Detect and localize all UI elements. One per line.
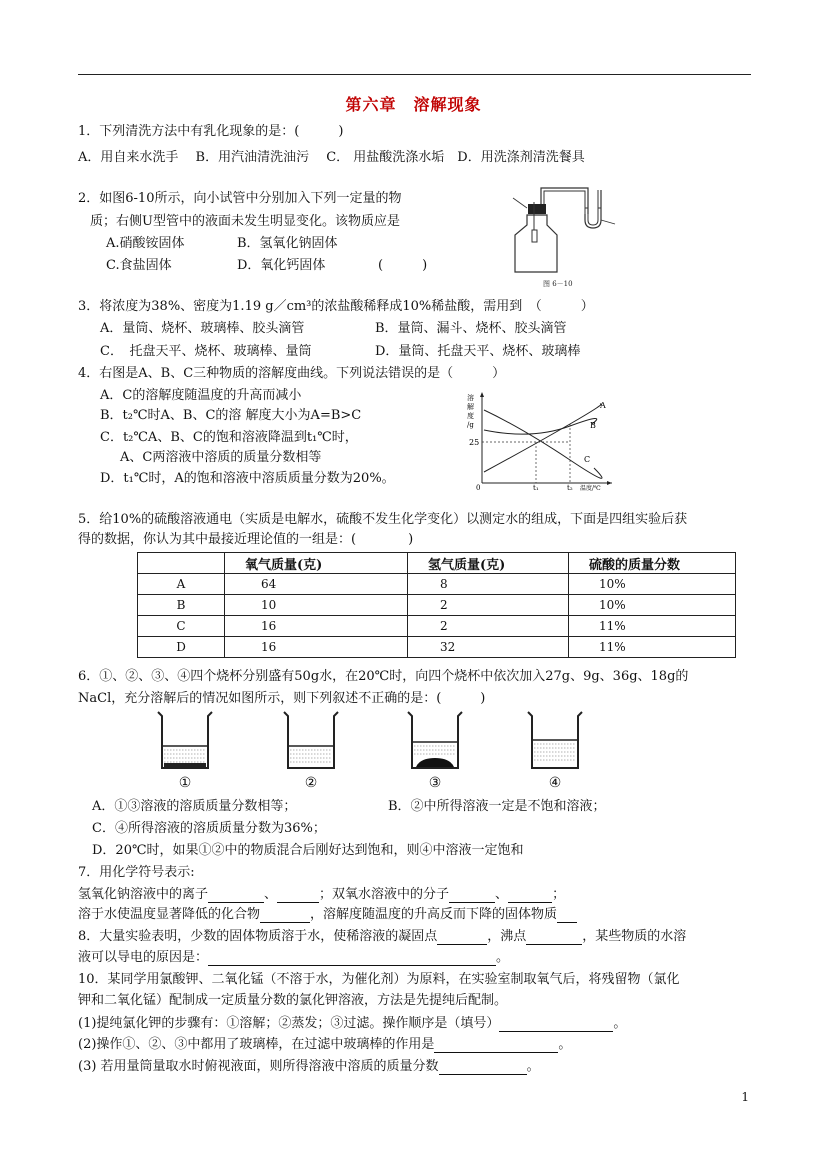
q8-line2-end: 。 xyxy=(496,950,510,965)
q7-line1-text-a: 氢氧化钠溶液中的离子 xyxy=(78,887,209,902)
q6-option-d: D．20℃时，如果①②中的物质混合后刚好达到饱和，则④中溶液一定饱和 xyxy=(92,843,524,858)
q4-option-c: C．t₂℃A、B、C的饱和溶液降温到t₁℃时， xyxy=(100,430,358,445)
q4-option-c-continued: A、C两溶液中溶质的质量分数相等 xyxy=(120,450,322,465)
chapter-title: 第六章 溶解现象 xyxy=(345,95,482,114)
origin-label: 0 xyxy=(476,484,481,492)
q7-line1-sep2: 、 xyxy=(495,887,509,902)
figure-6-10-caption: 图 6－10 xyxy=(543,280,573,288)
q6-option-a: A．①③溶液的溶质质量分数相等； xyxy=(92,799,297,814)
table-cell: 10% xyxy=(569,595,736,616)
table-cell: 10 xyxy=(225,595,408,616)
q2-line2: 质；右侧U型管中的液面未发生明显变化。该物质应是 xyxy=(90,214,400,229)
q7-line1-sep: 、 xyxy=(264,887,278,902)
q7-line2-text-a: 溶于水使温度显著降低的化合物 xyxy=(78,907,261,922)
page-number: 1 xyxy=(741,1090,749,1104)
beaker-label-1: ① xyxy=(178,775,192,791)
beaker-3 xyxy=(408,712,462,768)
q6-option-b: B．②中所得溶液一定是不饱和溶液； xyxy=(388,799,606,814)
answer-blank[interactable] xyxy=(208,952,496,966)
y-label-1: 溶 xyxy=(467,394,474,402)
q10-part1-end: 。 xyxy=(613,1016,627,1031)
beaker-figure xyxy=(150,706,590,776)
beaker-2 xyxy=(284,712,338,768)
answer-blank[interactable] xyxy=(526,931,582,945)
q5-line2: 得的数据，你认为其中最接近理论值的一组是：( ) xyxy=(78,532,414,547)
table-cell: 11% xyxy=(569,637,736,658)
q10-part3 xyxy=(78,1058,540,1075)
q4-option-d: D．t₁℃时，A的饱和溶液中溶质质量分数为20%。 xyxy=(100,471,395,486)
q6-line2: NaCl，充分溶解后的情况如图所示，则下列叙述不正确的是：( ) xyxy=(78,691,486,706)
q6-option-c: C．④所得溶液的溶质质量分数为36%； xyxy=(92,821,326,836)
answer-blank[interactable] xyxy=(508,889,552,903)
figure-6-10-apparatus xyxy=(505,180,630,290)
table-header-cell: 氢气质量(克) xyxy=(408,553,569,574)
table-row xyxy=(138,616,736,637)
answer-blank[interactable] xyxy=(208,889,264,903)
q4-option-b: B．t₂℃时A、B、C的溶 解度大小为A=B>C xyxy=(100,408,362,423)
table-cell: 64 xyxy=(225,574,408,595)
table-cell: A xyxy=(138,574,225,595)
q10-part3-end: 。 xyxy=(526,1059,540,1074)
table-cell: 32 xyxy=(408,637,569,658)
q2-option-b: B．氢氧化钠固体 xyxy=(237,236,338,251)
q10-line2: 钾和二氧化锰）配制成一定质量分数的氯化钾溶液，方法是先提纯后配制。 xyxy=(78,993,508,1008)
q10-part2-end: 。 xyxy=(558,1037,572,1052)
answer-blank[interactable] xyxy=(260,909,310,923)
q5-data-table xyxy=(137,552,736,658)
q8-line1-text-c: ，某些物质的水溶 xyxy=(582,929,687,944)
q2-option-a: A.硝酸铵固体 xyxy=(106,236,185,251)
q3-stem: 3．将浓度为38%、密度为1.19 g／cm³的浓盐酸稀释成10%稀盐酸，需用到 （ ） xyxy=(78,299,594,314)
q8-line1-text-a: 8．大量实验表明，少数的固体物质溶于水，使稀溶液的凝固点 xyxy=(78,929,438,944)
answer-blank[interactable] xyxy=(434,1039,558,1053)
solubility-curve-graph xyxy=(462,388,617,493)
answer-blank[interactable] xyxy=(557,909,577,923)
y-tick-25: 25 xyxy=(469,438,480,447)
curve-c xyxy=(484,410,602,478)
table-cell: B xyxy=(138,595,225,616)
beaker-label-3: ③ xyxy=(428,775,442,791)
curve-label-b: B xyxy=(590,421,596,430)
q1-options: A．用自来水洗手 B．用汽油清洗油污 C． 用盐酸洗涤水垢 D．用洗涤剂清洗餐具 xyxy=(78,150,585,165)
curve-label-a: A xyxy=(600,401,606,410)
q6-line1: 6．①、②、③、④四个烧杯分别盛有50g水，在20℃时，向四个烧杯中依次加入27g、9g、36g、18g的 xyxy=(78,669,689,684)
q8-line2 xyxy=(78,949,509,966)
q2-option-d: D．氧化钙固体 xyxy=(237,258,326,273)
y-label-3: 度 xyxy=(467,412,474,420)
q2-line1: 2．如图6-10所示，向小试管中分别加入下列一定量的物 xyxy=(78,191,402,206)
table-cell: C xyxy=(138,616,225,637)
answer-blank[interactable] xyxy=(499,1018,613,1032)
table-row xyxy=(138,595,736,616)
q7-line2-text-b: ，溶解度随温度的升高反而下降的固体物质 xyxy=(310,907,558,922)
table-cell: 16 xyxy=(225,637,408,658)
table-cell: 2 xyxy=(408,595,569,616)
table-header-cell: 硫酸的质量分数 xyxy=(569,553,736,574)
q8-line1 xyxy=(78,928,686,945)
q7-line1 xyxy=(78,886,565,903)
q8-line2-text-a: 液可以导电的原因是： xyxy=(78,950,209,965)
q8-line1-text-b: ，沸点 xyxy=(487,929,527,944)
table-cell: 11% xyxy=(569,616,736,637)
q7-line1-text-c: ；双氧水溶液中的分子 xyxy=(319,887,450,902)
table-row xyxy=(138,637,736,658)
y-label-2: 解 xyxy=(467,403,474,411)
q10-part2 xyxy=(78,1036,571,1053)
beaker-label-4: ④ xyxy=(548,775,562,791)
q7-line2 xyxy=(78,906,577,923)
curve-label-c: C xyxy=(584,455,591,464)
q10-part2-text: (2)操作①、②、③中都用了玻璃棒，在过滤中玻璃棒的作用是 xyxy=(78,1037,435,1052)
q3-option-c: C． 托盘天平、烧杯、玻璃棒、量筒 xyxy=(100,344,312,359)
q10-part1-text: (1)提纯氯化钾的步骤有：①溶解；②蒸发；③过滤。操作顺序是（填号） xyxy=(78,1016,500,1031)
table-header-cell: 氧气质量(克) xyxy=(225,553,408,574)
q7-line1-end: ； xyxy=(552,887,566,902)
q4-option-a: A．C的溶解度随温度的升高而减小 xyxy=(100,388,302,403)
x-tick-t1: t₁ xyxy=(533,484,539,492)
curve-b xyxy=(484,418,597,434)
q10-line1: 10．某同学用氯酸钾、二氧化锰（不溶于水，为催化剂）为原料，在实验室制取氧气后，将残留物（氯化 xyxy=(78,972,680,987)
beaker-1 xyxy=(158,712,212,768)
x-axis-label: 温度/℃ xyxy=(580,485,601,492)
q3-option-a: A．量筒、烧杯、玻璃棒、胶头滴管 xyxy=(100,321,305,336)
q4-stem: 4．右图是A、B、C三种物质的溶解度曲线。下列说法错误的是（ ） xyxy=(78,366,506,381)
y-label-4: /g xyxy=(467,421,474,429)
table-cell: 8 xyxy=(408,574,569,595)
table-cell: 2 xyxy=(408,616,569,637)
q3-option-b: B．量筒、漏斗、烧杯、胶头滴管 xyxy=(375,321,567,336)
q10-part3-text: (3) 若用量筒量取水时俯视液面，则所得溶液中溶质的质量分数 xyxy=(78,1059,439,1074)
header-rule xyxy=(78,74,751,75)
table-header-cell xyxy=(138,553,225,574)
x-tick-t2: t₂ xyxy=(567,484,573,492)
table-cell: 16 xyxy=(225,616,408,637)
q2-option-c: C.食盐固体 xyxy=(106,258,172,273)
table-cell: D xyxy=(138,637,225,658)
q3-option-d: D．量筒、托盘天平、烧杯、玻璃棒 xyxy=(375,344,581,359)
beaker-label-2: ② xyxy=(304,775,318,791)
q2-answer-paren: ( ) xyxy=(378,258,428,273)
table-row xyxy=(138,574,736,595)
answer-blank[interactable] xyxy=(277,889,319,903)
q10-part1 xyxy=(78,1015,626,1032)
q1-stem: 1．下列清洗方法中有乳化现象的是：( ) xyxy=(78,124,344,139)
table-header-row xyxy=(138,553,736,574)
q7-stem: 7．用化学符号表示: xyxy=(78,865,195,880)
beaker-4 xyxy=(528,712,582,768)
answer-blank[interactable] xyxy=(449,889,495,903)
answer-blank[interactable] xyxy=(437,931,487,945)
answer-blank[interactable] xyxy=(439,1061,527,1075)
table-cell: 10% xyxy=(569,574,736,595)
q5-line1: 5．给10%的硫酸溶液通电（实质是电解水，硫酸不发生化学变化）以测定水的组成，下面是四组实验后获 xyxy=(78,512,688,527)
